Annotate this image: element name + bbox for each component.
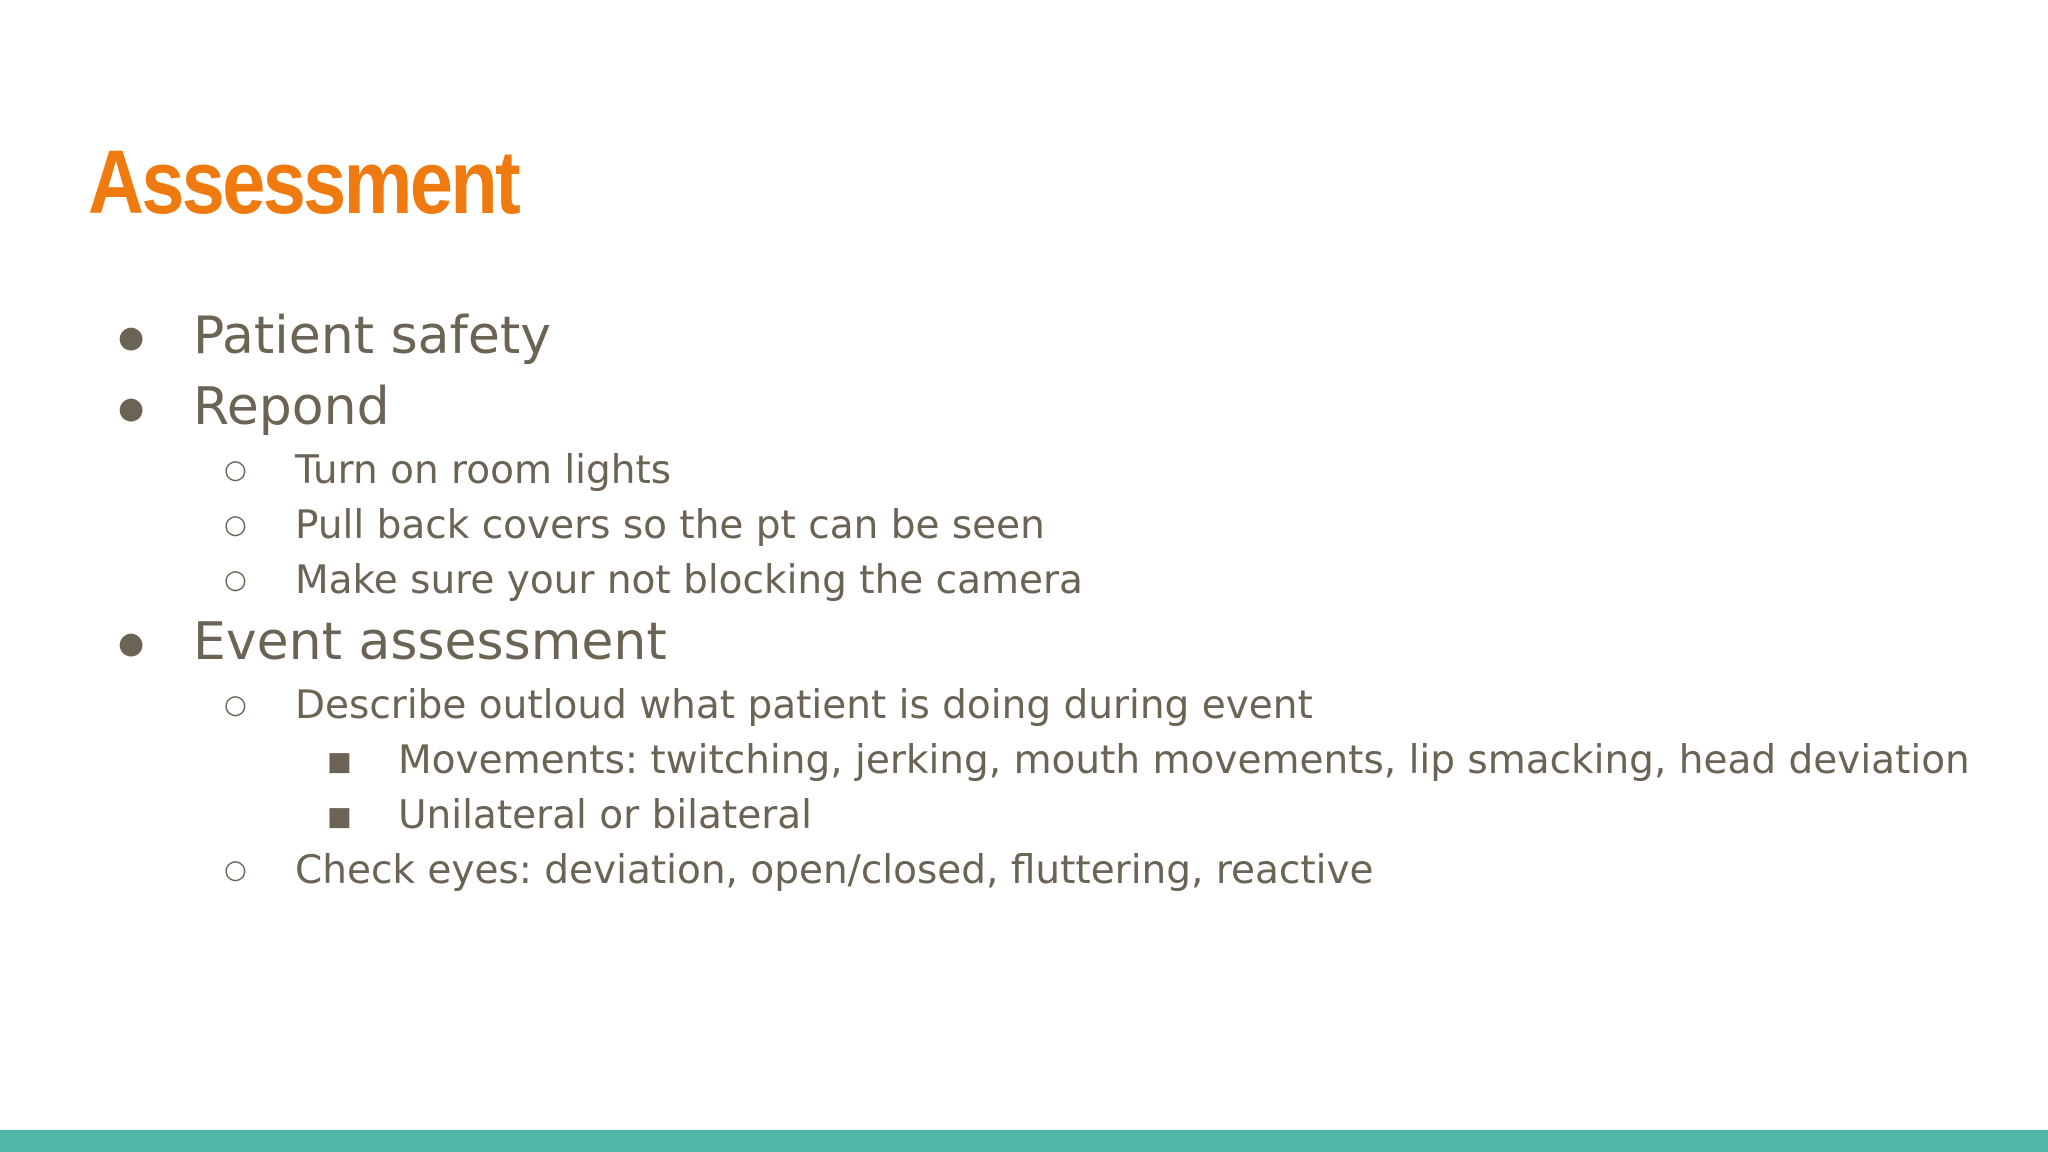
hollow-circle-bullet-icon: ○	[224, 690, 247, 720]
bullet-text: Describe outloud what patient is doing during event	[295, 683, 1313, 728]
square-bullet-icon: ■	[327, 802, 352, 832]
hollow-circle-bullet-icon: ○	[224, 855, 247, 885]
hollow-circle-bullet-icon: ○	[224, 455, 247, 485]
filled-circle-bullet-icon: ●	[118, 320, 145, 355]
bullet-text: Pull back covers so the pt can be seen	[295, 503, 1045, 548]
bullet-text: Patient safety	[193, 306, 552, 366]
bullet-text: Unilateral or bilateral	[398, 793, 812, 838]
filled-circle-bullet-icon: ●	[118, 391, 145, 426]
bullet-text: Event assessment	[193, 612, 667, 672]
bullet-text: Repond	[193, 377, 390, 437]
square-bullet-icon: ■	[327, 747, 352, 777]
filled-circle-bullet-icon: ●	[118, 626, 145, 661]
accent-bar	[0, 1130, 2048, 1152]
bullet-text: Turn on room lights	[295, 448, 672, 493]
hollow-circle-bullet-icon: ○	[224, 510, 247, 540]
slide-title: Assessment	[88, 133, 519, 233]
bullet-text: Movements: twitching, jerking, mouth movements, lip smacking, head deviation	[398, 738, 1970, 783]
hollow-circle-bullet-icon: ○	[224, 565, 247, 595]
bullet-text: Check eyes: deviation, open/closed, fluttering, reactive	[295, 848, 1374, 893]
bullet-text: Make sure your not blocking the camera	[295, 558, 1083, 603]
